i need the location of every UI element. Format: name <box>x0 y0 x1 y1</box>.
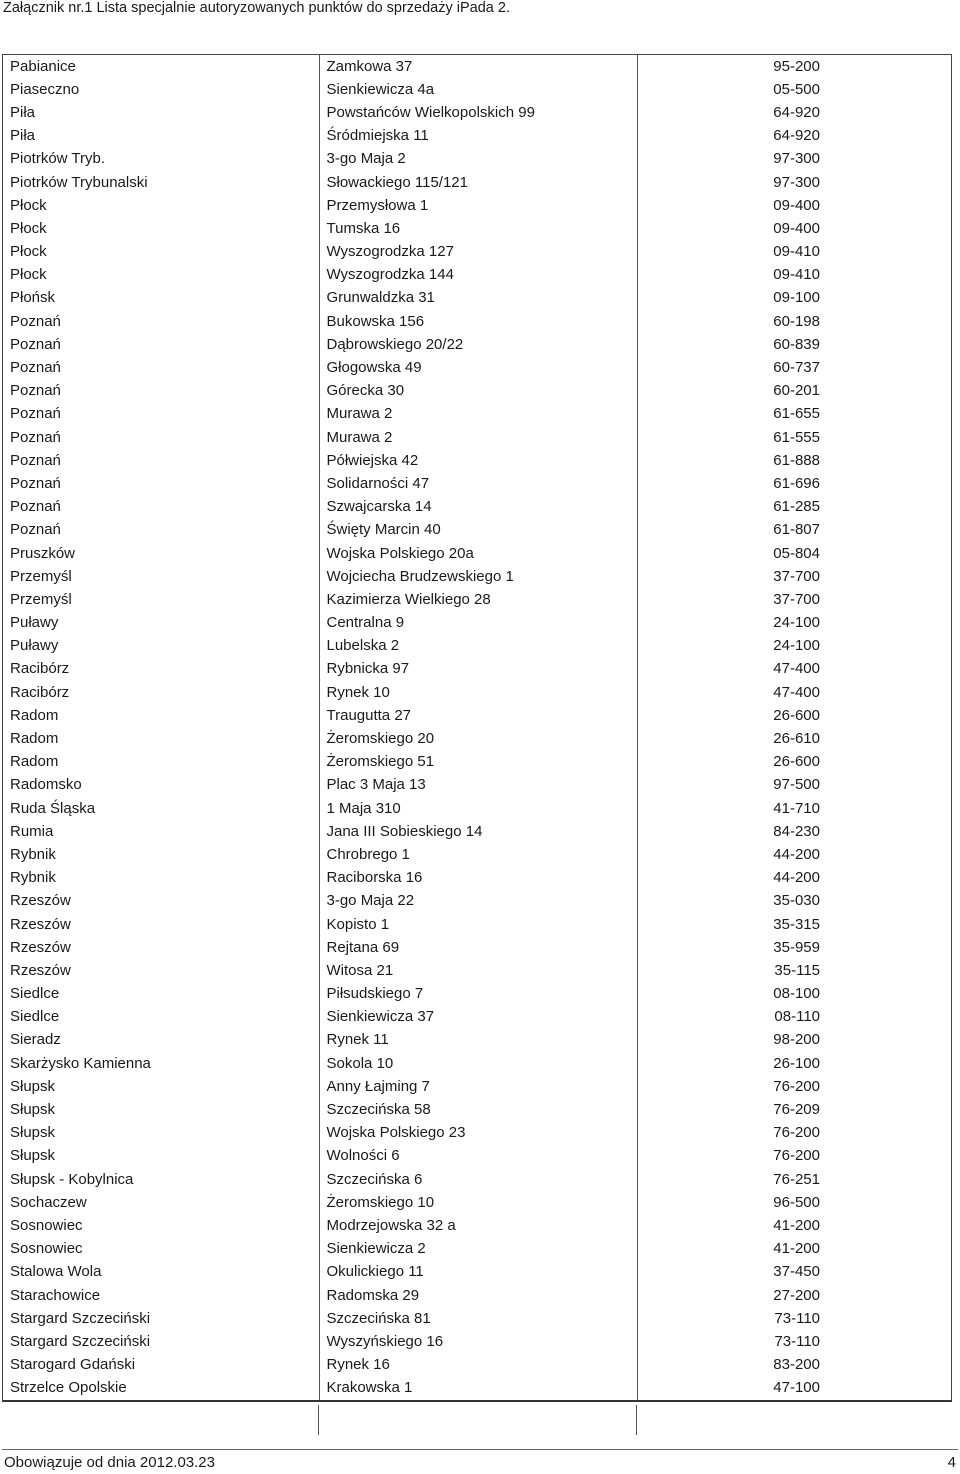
city-cell: Siedlce <box>10 985 60 1003</box>
column-divider <box>636 1405 637 1435</box>
table-row <box>3 704 951 727</box>
city-cell: Radom <box>10 730 59 748</box>
table-row <box>3 1330 951 1353</box>
street-cell: Szczecińska 58 <box>319 1098 637 1121</box>
city-cell: Racibórz <box>10 660 70 678</box>
postal-code-cell: 61-888 <box>637 449 951 472</box>
street-cell: Żeromskiego 51 <box>319 751 637 774</box>
table-row <box>3 751 951 774</box>
postal-code-cell: 26-600 <box>637 751 951 774</box>
street-cell: Murawa 2 <box>319 403 637 426</box>
postal-code-cell: 64-920 <box>637 125 951 148</box>
postal-code-cell: 61-696 <box>637 472 951 495</box>
city-cell: Stargard Szczeciński <box>10 1332 151 1350</box>
street-cell: Okulickiego 11 <box>319 1261 637 1284</box>
table-row <box>3 612 951 635</box>
city-cell: Słupsk <box>10 1101 56 1119</box>
street-cell: Szczecińska 81 <box>319 1307 637 1330</box>
table-row <box>3 658 951 681</box>
street-cell: Żeromskiego 10 <box>319 1191 637 1214</box>
table-row <box>3 426 951 449</box>
postal-code-cell: 35-315 <box>637 913 951 936</box>
table-row <box>3 1052 951 1075</box>
city-cell: Słupsk <box>10 1077 56 1095</box>
postal-code-cell: 76-251 <box>637 1168 951 1191</box>
street-cell: Chrobrego 1 <box>319 843 637 866</box>
street-cell: Raciborska 16 <box>319 867 637 890</box>
table-row <box>3 936 951 959</box>
street-cell: Sienkiewicza 37 <box>319 1006 637 1029</box>
postal-code-cell: 05-804 <box>637 542 951 565</box>
postal-code-cell: 41-200 <box>637 1214 951 1237</box>
city-cell: Sosnowiec <box>10 1216 83 1234</box>
postal-code-cell: 73-110 <box>637 1330 951 1353</box>
street-cell: Głogowska 49 <box>319 356 637 379</box>
street-cell: Bukowska 156 <box>319 310 637 333</box>
street-cell: Przemysłowa 1 <box>319 194 637 217</box>
postal-code-cell: 41-200 <box>637 1238 951 1261</box>
postal-code-cell: 44-200 <box>637 867 951 890</box>
table-row <box>3 565 951 588</box>
street-cell: Kazimierza Wielkiego 28 <box>319 588 637 611</box>
city-cell: Płock <box>10 219 47 237</box>
street-cell: Wyszogrodzka 127 <box>319 241 637 264</box>
postal-code-cell: 60-839 <box>637 333 951 356</box>
street-cell: Wolności 6 <box>319 1145 637 1168</box>
city-cell: Pabianice <box>10 57 76 75</box>
city-cell: Piła <box>10 127 36 145</box>
table-row <box>3 1075 951 1098</box>
table-row <box>3 890 951 913</box>
city-cell: Poznań <box>10 498 61 516</box>
table-row <box>3 1122 951 1145</box>
postal-code-cell: 09-410 <box>637 241 951 264</box>
street-cell: Centralna 9 <box>319 612 637 635</box>
table-row <box>3 727 951 750</box>
street-cell: Słowackiego 115/121 <box>319 171 637 194</box>
table-row <box>3 1307 951 1330</box>
table-row <box>3 403 951 426</box>
postal-code-cell: 76-200 <box>637 1075 951 1098</box>
table-row <box>3 1214 951 1237</box>
table-row <box>3 1098 951 1121</box>
street-cell: 3-go Maja 22 <box>319 890 637 913</box>
city-cell: Rybnik <box>10 845 56 863</box>
validity-date: Obowiązuje od dnia 2012.03.23 <box>4 1454 215 1471</box>
street-cell: Wyszyńskiego 16 <box>319 1330 637 1353</box>
column-divider <box>318 1405 319 1435</box>
table-row <box>3 310 951 333</box>
postal-code-cell: 27-200 <box>637 1284 951 1307</box>
street-cell: Sokola 10 <box>319 1052 637 1075</box>
street-cell: Sienkiewicza 2 <box>319 1238 637 1261</box>
street-cell: 3-go Maja 2 <box>319 148 637 171</box>
postal-code-cell: 24-100 <box>637 635 951 658</box>
street-cell: Piłsudskiego 7 <box>319 983 637 1006</box>
table-row <box>3 1284 951 1307</box>
city-cell: Sochaczew <box>10 1193 87 1211</box>
table-row <box>3 148 951 171</box>
postal-code-cell: 08-100 <box>637 983 951 1006</box>
postal-code-cell: 44-200 <box>637 843 951 866</box>
city-cell: Strzelce Opolskie <box>10 1379 127 1397</box>
postal-code-cell: 60-737 <box>637 356 951 379</box>
postal-code-cell: 96-500 <box>637 1191 951 1214</box>
city-cell: Poznań <box>10 521 61 539</box>
street-cell: Szwajcarska 14 <box>319 496 637 519</box>
table-row <box>3 241 951 264</box>
table-row <box>3 1168 951 1191</box>
city-cell: Rzeszów <box>10 915 71 933</box>
city-cell: Rzeszów <box>10 892 71 910</box>
postal-code-cell: 08-110 <box>637 1006 951 1029</box>
postal-code-cell: 61-285 <box>637 496 951 519</box>
postal-code-cell: 83-200 <box>637 1354 951 1377</box>
footer-divider <box>2 1449 958 1450</box>
city-cell: Skarżysko Kamienna <box>10 1054 151 1072</box>
city-cell: Radom <box>10 753 59 771</box>
postal-code-cell: 73-110 <box>637 1307 951 1330</box>
table-row <box>3 264 951 287</box>
postal-code-cell: 41-710 <box>637 797 951 820</box>
postal-code-cell: 35-959 <box>637 936 951 959</box>
table-row <box>3 472 951 495</box>
city-cell: Puławy <box>10 614 59 632</box>
postal-code-cell: 60-201 <box>637 380 951 403</box>
city-cell: Płock <box>10 266 47 284</box>
page-number: 4 <box>947 1454 956 1471</box>
table-row <box>3 867 951 890</box>
street-cell: Rynek 10 <box>319 681 637 704</box>
street-cell: Śródmiejska 11 <box>319 125 637 148</box>
postal-code-cell: 61-655 <box>637 403 951 426</box>
street-cell: Radomska 29 <box>319 1284 637 1307</box>
dealer-table <box>3 55 951 1400</box>
postal-code-cell: 84-230 <box>637 820 951 843</box>
postal-code-cell: 35-030 <box>637 890 951 913</box>
city-cell: Ruda Śląska <box>10 799 96 817</box>
city-cell: Poznań <box>10 335 61 353</box>
city-cell: Stargard Szczeciński <box>10 1309 151 1327</box>
city-cell: Poznań <box>10 474 61 492</box>
street-cell: Krakowska 1 <box>319 1377 637 1400</box>
city-cell: Pruszków <box>10 544 76 562</box>
table-row <box>3 519 951 542</box>
street-cell: Wojciecha Brudzewskiego 1 <box>319 565 637 588</box>
table-row <box>3 913 951 936</box>
street-cell: Modrzejowska 32 a <box>319 1214 637 1237</box>
table-row <box>3 380 951 403</box>
table-row <box>3 1006 951 1029</box>
street-cell: Jana III Sobieskiego 14 <box>319 820 637 843</box>
table-row <box>3 1029 951 1052</box>
city-cell: Piła <box>10 103 36 121</box>
postal-code-cell: 05-500 <box>637 78 951 101</box>
city-cell: Starachowice <box>10 1286 101 1304</box>
city-cell: Płock <box>10 243 47 261</box>
table-row <box>3 217 951 240</box>
street-cell: 1 Maja 310 <box>319 797 637 820</box>
city-cell: Stalowa Wola <box>10 1263 102 1281</box>
city-cell: Słupsk <box>10 1124 56 1142</box>
street-cell: Solidarności 47 <box>319 472 637 495</box>
table-row <box>3 797 951 820</box>
table-row <box>3 194 951 217</box>
table-row <box>3 449 951 472</box>
table-row <box>3 1238 951 1261</box>
table-row <box>3 333 951 356</box>
street-cell: Rynek 16 <box>319 1354 637 1377</box>
postal-code-cell: 09-400 <box>637 217 951 240</box>
city-cell: Radom <box>10 706 59 724</box>
table-row <box>3 983 951 1006</box>
street-cell: Wyszogrodzka 144 <box>319 264 637 287</box>
postal-code-cell: 95-200 <box>637 55 951 78</box>
city-cell: Rybnik <box>10 869 56 887</box>
street-cell: Kopisto 1 <box>319 913 637 936</box>
postal-code-cell: 97-500 <box>637 774 951 797</box>
street-cell: Dąbrowskiego 20/22 <box>319 333 637 356</box>
city-cell: Przemyśl <box>10 590 72 608</box>
postal-code-cell: 26-100 <box>637 1052 951 1075</box>
table-row <box>3 1191 951 1214</box>
table-row <box>3 681 951 704</box>
postal-code-cell: 37-700 <box>637 588 951 611</box>
street-cell: Żeromskiego 20 <box>319 727 637 750</box>
city-cell: Płock <box>10 196 47 214</box>
postal-code-cell: 64-920 <box>637 101 951 124</box>
city-cell: Słupsk <box>10 1147 56 1165</box>
city-cell: Piotrków Trybunalski <box>10 173 148 191</box>
postal-code-cell: 35-115 <box>637 959 951 982</box>
table-row <box>3 843 951 866</box>
table-row <box>3 542 951 565</box>
street-cell: Plac 3 Maja 13 <box>319 774 637 797</box>
table-row <box>3 588 951 611</box>
postal-code-cell: 47-400 <box>637 681 951 704</box>
table-row <box>3 171 951 194</box>
city-cell: Poznań <box>10 312 61 330</box>
street-cell: Powstańców Wielkopolskich 99 <box>319 101 637 124</box>
postal-code-cell: 09-400 <box>637 194 951 217</box>
table-row <box>3 820 951 843</box>
table-row <box>3 78 951 101</box>
street-cell: Szczecińska 6 <box>319 1168 637 1191</box>
city-cell: Płońsk <box>10 289 56 307</box>
postal-code-cell: 47-100 <box>637 1377 951 1400</box>
postal-code-cell: 97-300 <box>637 171 951 194</box>
postal-code-cell: 76-209 <box>637 1098 951 1121</box>
city-cell: Poznań <box>10 405 61 423</box>
table-row <box>3 101 951 124</box>
table-row <box>3 774 951 797</box>
street-cell: Święty Marcin 40 <box>319 519 637 542</box>
city-cell: Sosnowiec <box>10 1240 83 1258</box>
city-cell: Piaseczno <box>10 80 80 98</box>
street-cell: Witosa 21 <box>319 959 637 982</box>
city-cell: Starogard Gdański <box>10 1356 136 1374</box>
street-cell: Zamkowa 37 <box>319 55 637 78</box>
postal-code-cell: 76-200 <box>637 1145 951 1168</box>
postal-code-cell: 24-100 <box>637 612 951 635</box>
postal-code-cell: 26-610 <box>637 727 951 750</box>
street-cell: Traugutta 27 <box>319 704 637 727</box>
city-cell: Racibórz <box>10 683 70 701</box>
table-row <box>3 959 951 982</box>
city-cell: Rumia <box>10 822 54 840</box>
table-row <box>3 1377 951 1400</box>
postal-code-cell: 61-807 <box>637 519 951 542</box>
street-cell: Rejtana 69 <box>319 936 637 959</box>
table-row <box>3 635 951 658</box>
street-cell: Murawa 2 <box>319 426 637 449</box>
postal-code-cell: 76-200 <box>637 1122 951 1145</box>
city-cell: Siedlce <box>10 1008 60 1026</box>
street-cell: Lubelska 2 <box>319 635 637 658</box>
postal-code-cell: 98-200 <box>637 1029 951 1052</box>
table-row <box>3 1145 951 1168</box>
table-row <box>3 55 951 78</box>
city-cell: Poznań <box>10 359 61 377</box>
postal-code-cell: 60-198 <box>637 310 951 333</box>
city-cell: Słupsk - Kobylnica <box>10 1170 134 1188</box>
postal-code-cell: 37-450 <box>637 1261 951 1284</box>
city-cell: Rzeszów <box>10 938 71 956</box>
street-cell: Półwiejska 42 <box>319 449 637 472</box>
dealer-table-body <box>3 55 951 1400</box>
postal-code-cell: 47-400 <box>637 658 951 681</box>
table-row <box>3 1261 951 1284</box>
street-cell: Wojska Polskiego 20a <box>319 542 637 565</box>
city-cell: Rzeszów <box>10 961 71 979</box>
city-cell: Puławy <box>10 637 59 655</box>
postal-code-cell: 26-600 <box>637 704 951 727</box>
table-row <box>3 125 951 148</box>
street-cell: Anny Łajming 7 <box>319 1075 637 1098</box>
postal-code-cell: 97-300 <box>637 148 951 171</box>
postal-code-cell: 61-555 <box>637 426 951 449</box>
table-row <box>3 496 951 519</box>
street-cell: Grunwaldzka 31 <box>319 287 637 310</box>
street-cell: Rynek 11 <box>319 1029 637 1052</box>
postal-code-cell: 37-700 <box>637 565 951 588</box>
street-cell: Wojska Polskiego 23 <box>319 1122 637 1145</box>
city-cell: Radomsko <box>10 776 82 794</box>
postal-code-cell: 09-100 <box>637 287 951 310</box>
city-cell: Przemyśl <box>10 567 72 585</box>
document-title: Załącznik nr.1 Lista specjalnie autoryzowanych punktów do sprzedaży iPada 2. <box>3 0 510 16</box>
postal-code-cell: 09-410 <box>637 264 951 287</box>
table-row <box>3 287 951 310</box>
table-row <box>3 356 951 379</box>
street-cell: Rybnicka 97 <box>319 658 637 681</box>
city-cell: Poznań <box>10 428 61 446</box>
city-cell: Sieradz <box>10 1031 61 1049</box>
table-row <box>3 1354 951 1377</box>
city-cell: Poznań <box>10 451 61 469</box>
street-cell: Tumska 16 <box>319 217 637 240</box>
city-cell: Piotrków Tryb. <box>10 150 106 168</box>
dealer-table-container <box>2 54 952 1402</box>
city-cell: Poznań <box>10 382 61 400</box>
street-cell: Sienkiewicza 4a <box>319 78 637 101</box>
street-cell: Górecka 30 <box>319 380 637 403</box>
